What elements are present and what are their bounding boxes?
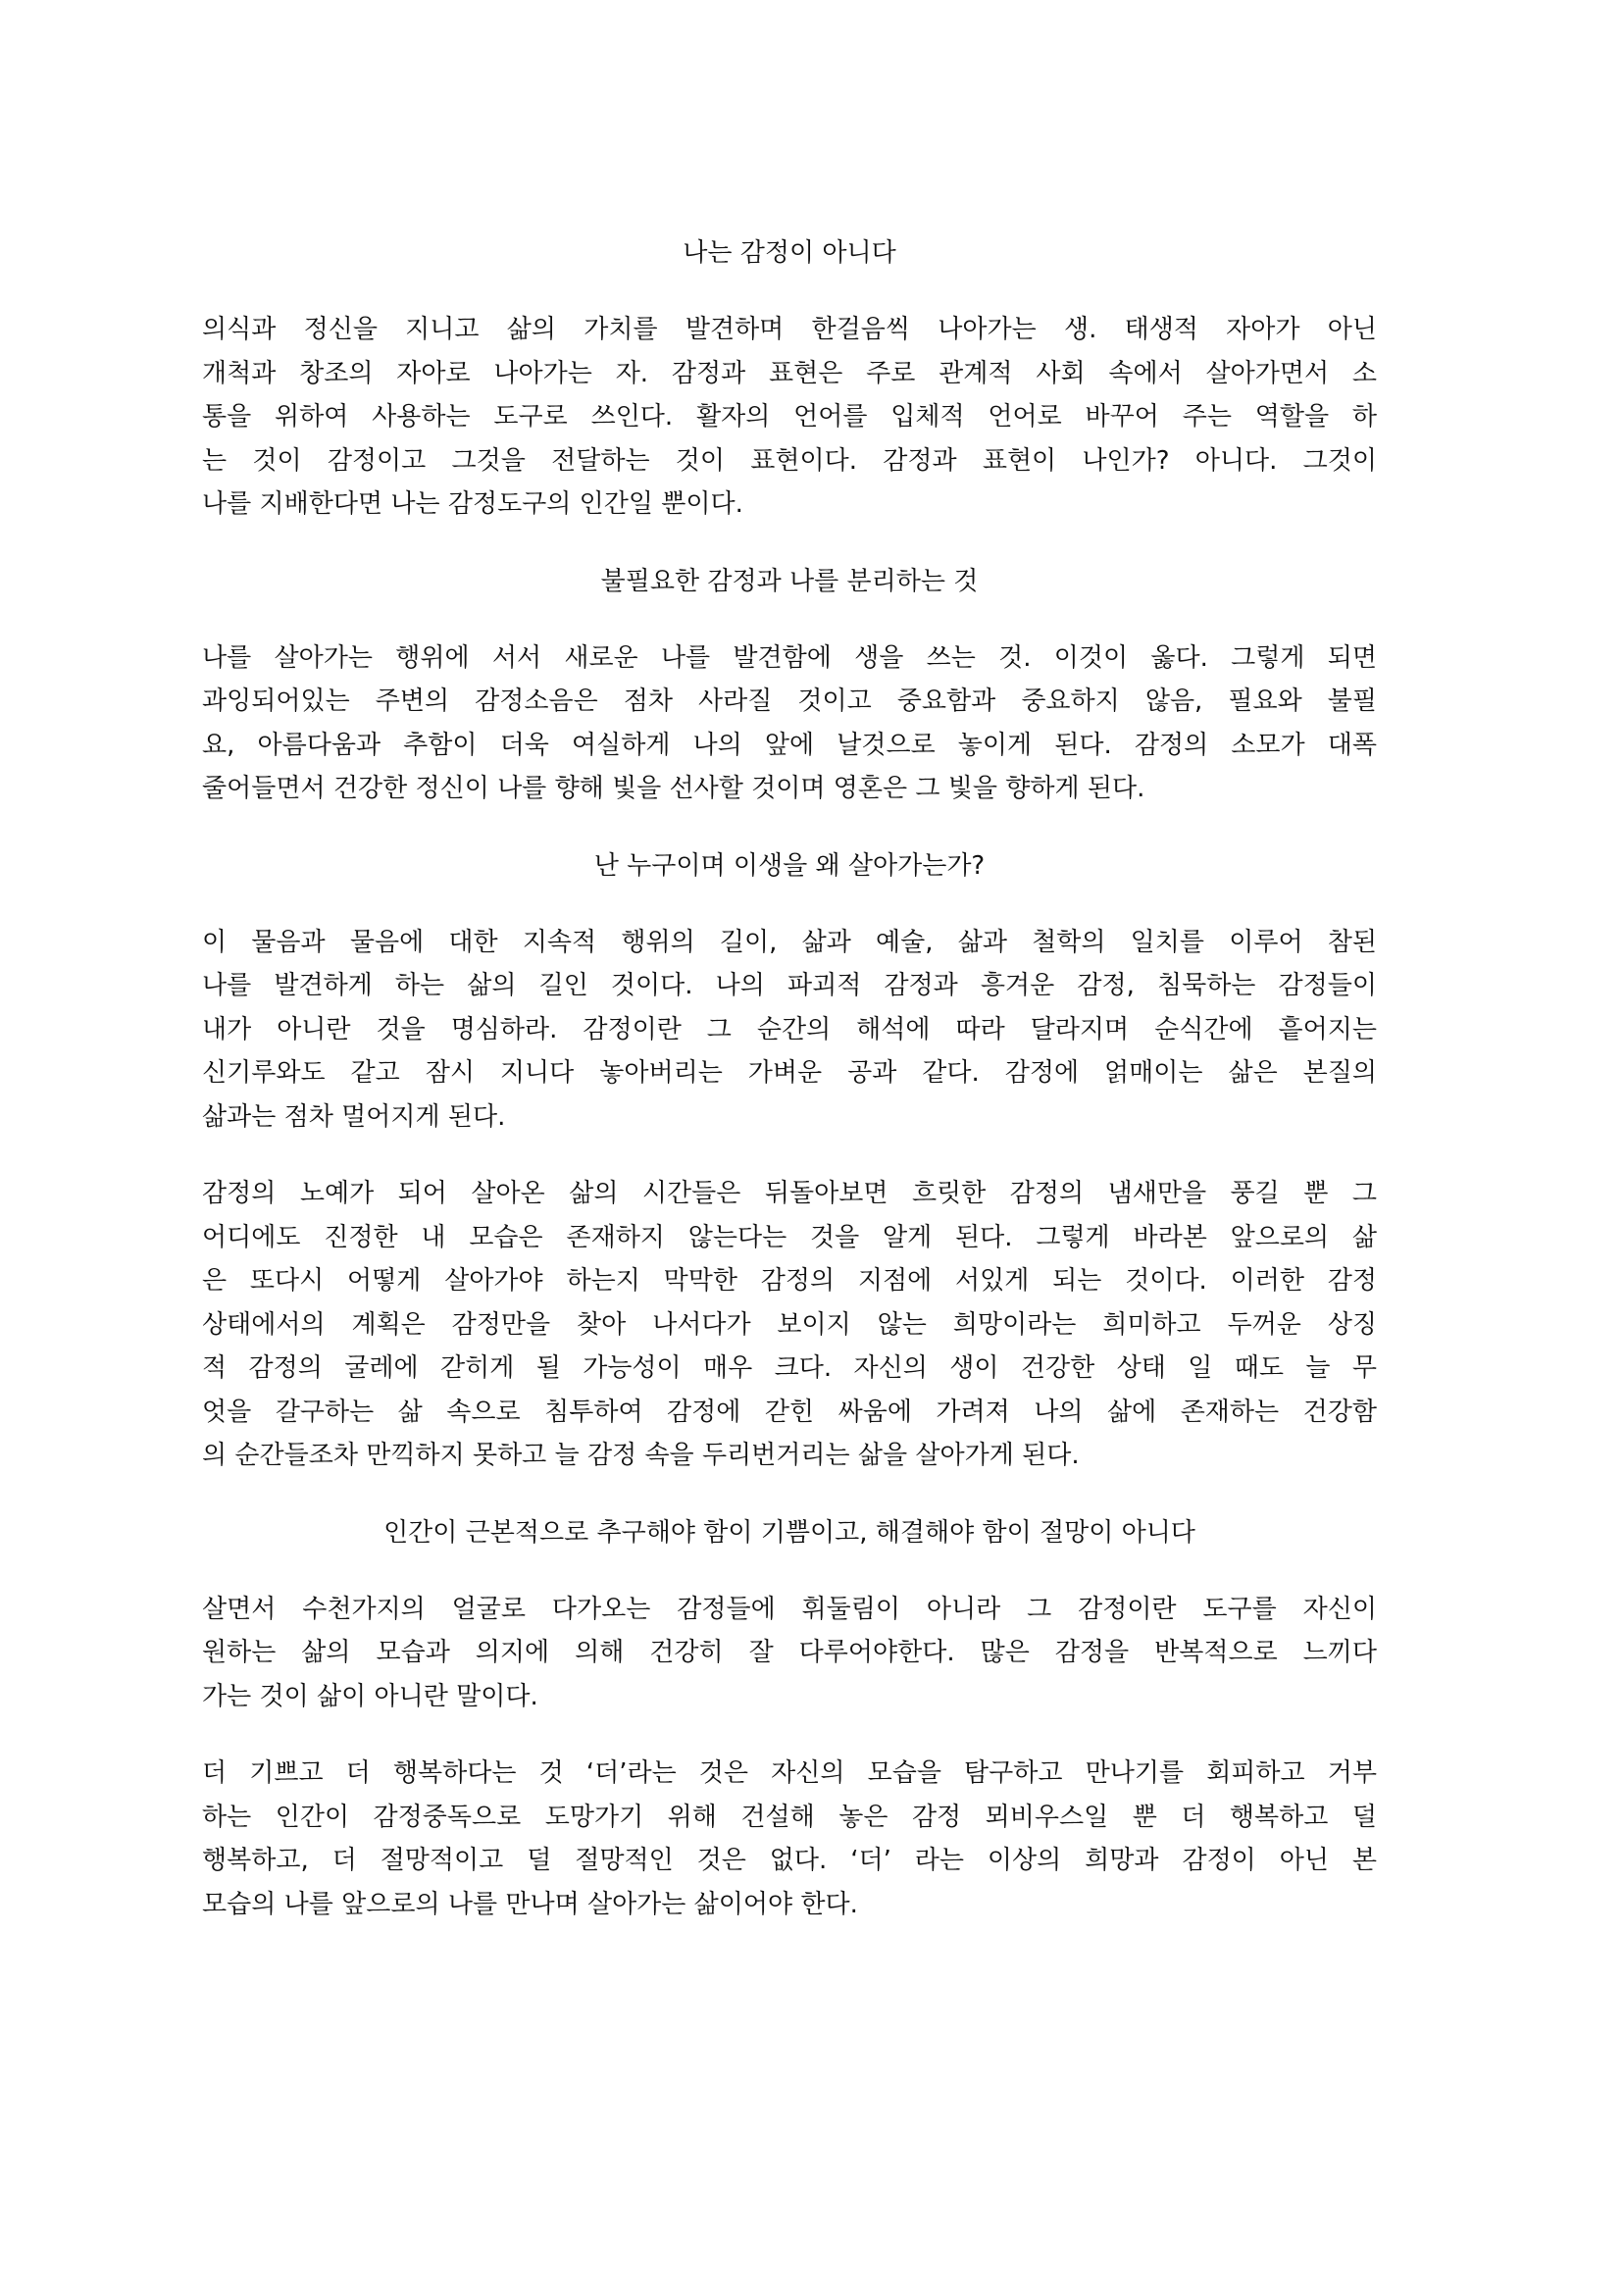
paragraph-line: 하는 인간이 감정중독으로 도망가기 위해 건설해 놓은 감정 뫼비우스일 뿐 더 행복하고 덜 (202, 1802, 1377, 1832)
paragraph-line: 내가 아니란 것을 명심하라. 감정이란 그 순간의 해석에 따라 달라지며 순식간에 흩어지는 (202, 1014, 1377, 1044)
paragraph-line: 줄어들면서 건강한 정신이 나를 향해 빛을 선사할 것이며 영혼은 그 빛을 향하게 된다. (202, 774, 1145, 803)
paragraph-line: 원하는 삶의 모습과 의지에 의해 건강히 잘 다루어야한다. 많은 감정을 반복적으로 느끼다 (202, 1638, 1377, 1667)
paragraph-line: 더 기쁘고 더 행복하다는 것 ‘더’라는 것은 자신의 모습을 탐구하고 만나기를 회피하고 거부 (202, 1758, 1377, 1788)
paragraph-line: 이 물음과 물음에 대한 지속적 행위의 길이, 삶과 예술, 삶과 철학의 일치를 이루어 참된 (202, 927, 1377, 957)
paragraph-line: 의식과 정신을 지니고 삶의 가치를 발견하며 한걸음씩 나아가는 생. 태생적 자아가 아닌 (202, 315, 1377, 344)
paragraph-2 (202, 636, 1377, 811)
paragraph-line: 나를 지배한다면 나는 감정도구의 인간일 뿐이다. (202, 489, 743, 519)
section-heading-3: 난 누구이며 이생을 왜 살아가는가? (593, 850, 986, 881)
paragraph-1 (202, 308, 1377, 527)
paragraph-line: 살면서 수천가지의 얼굴로 다가오는 감정들에 휘둘림이 아니라 그 감정이란 도구를 자신이 (202, 1594, 1377, 1624)
paragraph-line: 모습의 나를 앞으로의 나를 만나며 살아가는 삶이어야 한다. (202, 1889, 858, 1919)
paragraph-line: 의 순간들조차 만끽하지 못하고 늘 감정 속을 두리번거리는 삶을 살아가게 된다. (202, 1441, 1080, 1470)
paragraph-line: 통을 위하여 사용하는 도구로 쓰인다. 활자의 언어를 입체적 언어로 바꾸어 주는 역할을 하 (202, 402, 1377, 432)
paragraph-line: 개척과 창조의 자아로 나아가는 자. 감정과 표현은 주로 관계적 사회 속에서 살아가면서 소 (202, 358, 1377, 388)
paragraph-6 (202, 1752, 1377, 1926)
paragraph-line: 나를 발견하게 하는 삶의 길인 것이다. 나의 파괴적 감정과 흥겨운 감정, 침묵하는 감정들이 (202, 971, 1377, 1000)
paragraph-5 (202, 1588, 1377, 1719)
section-heading-1: 나는 감정이 아니다 (683, 238, 896, 268)
paragraph-line: 적 감정의 굴레에 갇히게 될 가능성이 매우 크다. 자신의 생이 건강한 상태 일 때도 늘 무 (202, 1353, 1377, 1383)
paragraph-3 (202, 921, 1377, 1140)
paragraph-line: 는 것이 감정이고 그것을 전달하는 것이 표현이다. 감정과 표현이 나인가? 아니다. 그것이 (202, 445, 1377, 476)
paragraph-line: 삶과는 점차 멀어지게 된다. (202, 1101, 506, 1132)
paragraph-line: 요, 아름다움과 추함이 더욱 여실하게 나의 앞에 날것으로 놓이게 된다. 감정의 소모가 대폭 (202, 730, 1377, 760)
paragraph-line: 감정의 노예가 되어 살아온 삶의 시간들은 뒤돌아보면 흐릿한 감정의 냄새만을 풍길 뿐 그 (202, 1179, 1377, 1208)
paragraph-line: 신기루와도 같고 잠시 지니다 놓아버리는 가벼운 공과 같다. 감정에 얽매이는 삶은 본질의 (202, 1058, 1377, 1088)
paragraph-4 (202, 1172, 1377, 1478)
section-heading-2: 불필요한 감정과 나를 분리하는 것 (600, 566, 979, 596)
paragraph-line: 은 또다시 어떻게 살아가야 하는지 막막한 감정의 지점에 서있게 되는 것이다. 이러한 감정 (202, 1266, 1377, 1296)
paragraph-line: 상태에서의 계획은 감정만을 찾아 나서다가 보이지 않는 희망이라는 희미하고 두꺼운 상징 (202, 1309, 1377, 1340)
paragraph-line: 어디에도 진정한 내 모습은 존재하지 않는다는 것을 알게 된다. 그렇게 바라본 앞으로의 삶 (202, 1222, 1377, 1252)
paragraph-line: 나를 살아가는 행위에 서서 새로운 나를 발견함에 생을 쓰는 것. 이것이 옳다. 그렇게 되면 (202, 642, 1377, 673)
paragraph-line: 엇을 갈구하는 삶 속으로 침투하여 감정에 갇힌 싸움에 가려져 나의 삶에 존재하는 건강함 (202, 1397, 1377, 1427)
section-heading-4: 인간이 근본적으로 추구해야 함이 기쁨이고, 해결해야 함이 절망이 아니다 (383, 1517, 1195, 1548)
paragraph-line: 행복하고, 더 절망적이고 덜 절망적인 것은 없다. ‘더’ 라는 이상의 희망과 감정이 아닌 본 (202, 1846, 1377, 1875)
paragraph-line: 과잉되어있는 주변의 감정소음은 점차 사라질 것이고 중요함과 중요하지 않음, 필요와 불필 (202, 687, 1377, 716)
document-body (202, 231, 1377, 1926)
paragraph-line: 가는 것이 삶이 아니란 말이다. (202, 1681, 538, 1711)
